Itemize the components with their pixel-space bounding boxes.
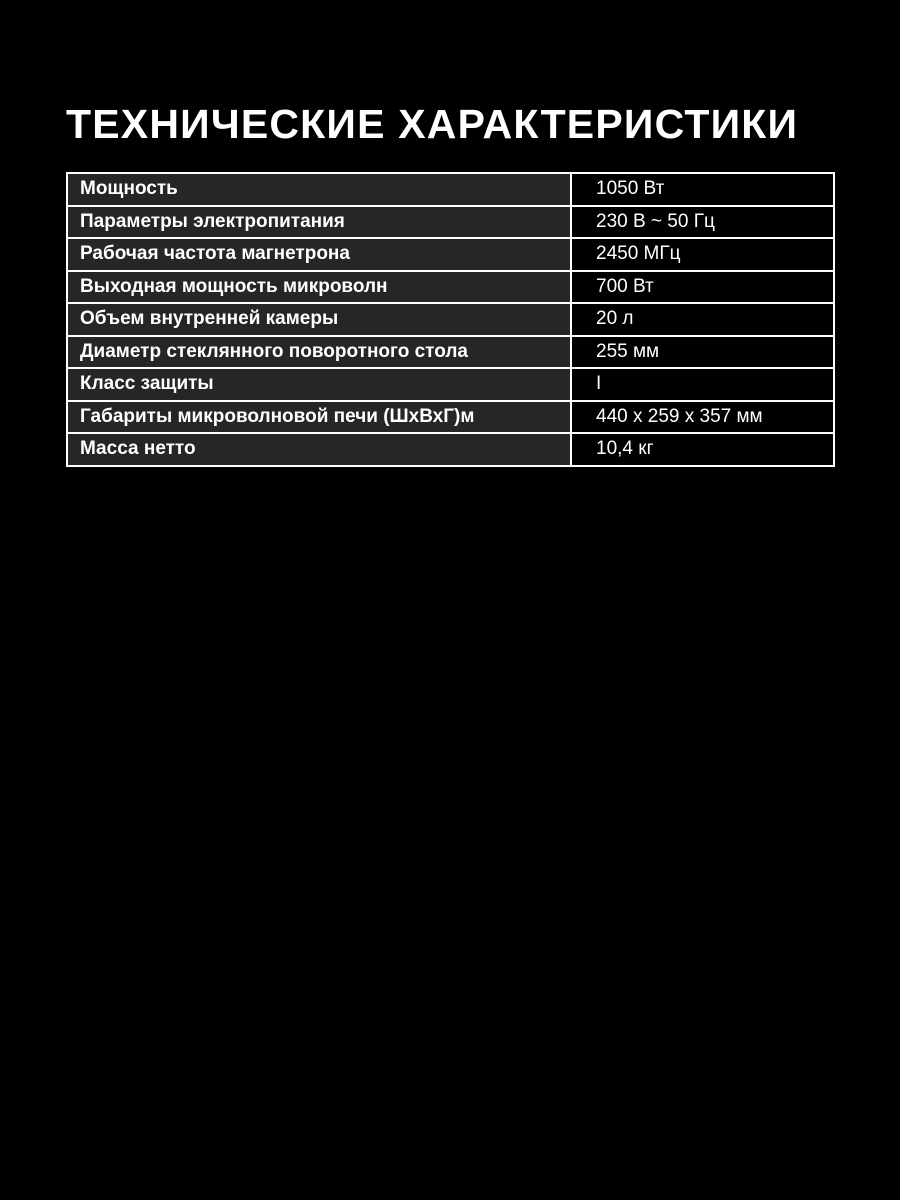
table-row [67,238,834,271]
spec-value: 230 В ~ 50 Гц [571,206,834,239]
spec-name: Класс защиты [67,368,571,401]
table-row [67,401,834,434]
spec-value: 255 мм [571,336,834,369]
spec-value: 1050 Вт [571,173,834,206]
spec-name: Параметры электропитания [67,206,571,239]
spec-value: 2450 МГц [571,238,834,271]
table-row [67,271,834,304]
table-row [67,173,834,206]
table-row [67,303,834,336]
spec-table [66,172,835,467]
spec-value: I [571,368,834,401]
spec-name: Диаметр стеклянного поворотного стола [67,336,571,369]
spec-value: 440 х 259 х 357 мм [571,401,834,434]
spec-name: Объем внутренней камеры [67,303,571,336]
table-row [67,336,834,369]
table-row [67,368,834,401]
spec-name: Масса нетто [67,433,571,466]
spec-name: Рабочая частота магнетрона [67,238,571,271]
spec-value: 700 Вт [571,271,834,304]
spec-name: Мощность [67,173,571,206]
table-row [67,433,834,466]
spec-value: 20 л [571,303,834,336]
spec-name: Выходная мощность микроволн [67,271,571,304]
spec-name: Габариты микроволновой печи (ШхВхГ)м [67,401,571,434]
spec-value: 10,4 кг [571,433,834,466]
page-title: ТЕХНИЧЕСКИЕ ХАРАКТЕРИСТИКИ [66,101,799,147]
table-row [67,206,834,239]
